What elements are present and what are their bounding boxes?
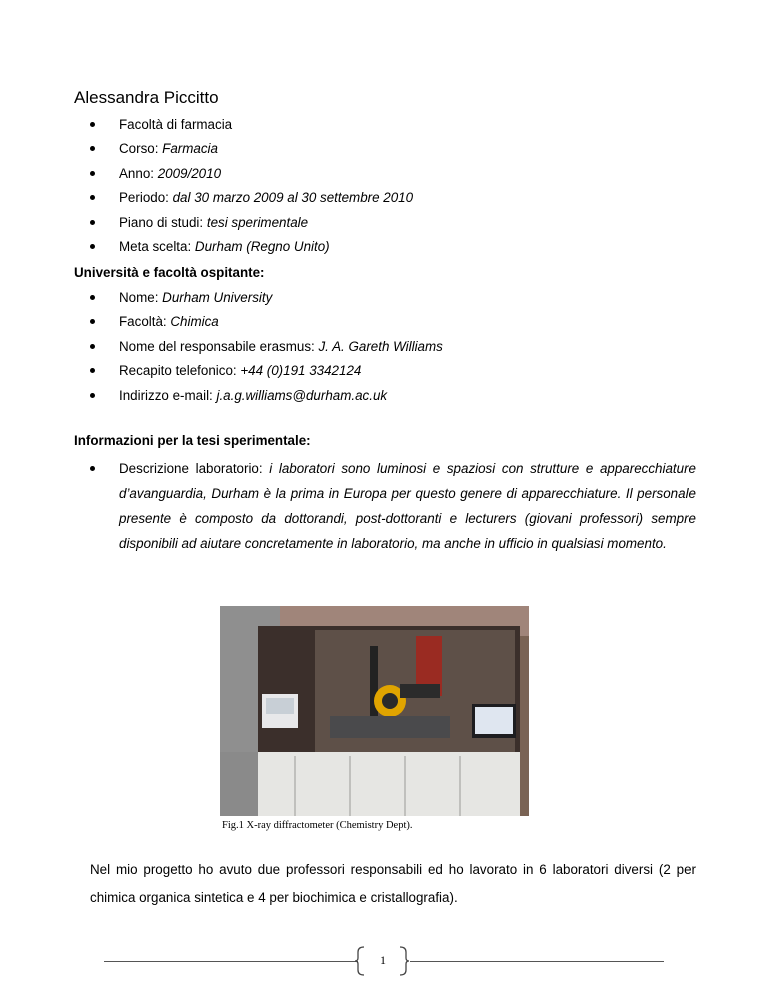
- list-item: Meta scelta: Durham (Regno Unito): [90, 236, 413, 260]
- figure-caption: Fig.1 X-ray diffractometer (Chemistry Dept).: [222, 820, 413, 831]
- list-item: Nome del responsabile erasmus: J. A. Gareth Williams: [90, 336, 443, 360]
- student-info-list: [90, 114, 413, 260]
- footer-divider-right: [410, 961, 664, 962]
- host-heading: Università e facoltà ospitante:: [74, 265, 265, 280]
- lab-description: [90, 456, 696, 556]
- right-bracket-icon: [398, 946, 410, 976]
- list-item: Facoltà: Chimica: [90, 311, 443, 335]
- list-item: Corso: Farmacia: [90, 138, 413, 162]
- bullet-dot: [90, 466, 95, 471]
- list-item: Anno: 2009/2010: [90, 163, 413, 187]
- lab-description-text: Descrizione laboratorio: i laboratori sono luminosi e spaziosi con strutture e apparecchiature d’avanguardia, Durham è la prima in Europa per questo genere di apparecchiature. Il personale presente è composto da dottorandi, post-dottoranti e lecturers (giovani professori) sempre disponibili ad aiutare concretamente in laboratorio, ma anche in ufficio in qualsiasi momento.: [119, 461, 696, 551]
- diffractometer-photo: [220, 606, 529, 816]
- list-item: Nome: Durham University: [90, 287, 443, 311]
- thesis-heading: Informazioni per la tesi sperimentale:: [74, 433, 311, 448]
- footer-divider-left: [104, 961, 358, 962]
- host-info-list: [90, 287, 443, 409]
- page-number: 1: [380, 953, 386, 967]
- page-title: Alessandra Piccitto: [74, 88, 219, 107]
- diffractometer-illustration: [220, 606, 529, 816]
- left-bracket-icon: [354, 946, 366, 976]
- closing-paragraph: Nel mio progetto ho avuto due professori responsabili ed ho lavorato in 6 laboratori diversi (2 per chimica organica sintetica e 4 per biochimica e cristallografia).: [90, 862, 696, 905]
- list-item: Recapito telefonico: +44 (0)191 3342124: [90, 360, 443, 384]
- list-item: Indirizzo e-mail: j.a.g.williams@durham.ac.uk: [90, 385, 443, 409]
- list-item: Piano di studi: tesi sperimentale: [90, 212, 413, 236]
- list-item: Facoltà di farmacia: [90, 114, 413, 138]
- list-item: Periodo: dal 30 marzo 2009 al 30 settembre 2010: [90, 187, 413, 211]
